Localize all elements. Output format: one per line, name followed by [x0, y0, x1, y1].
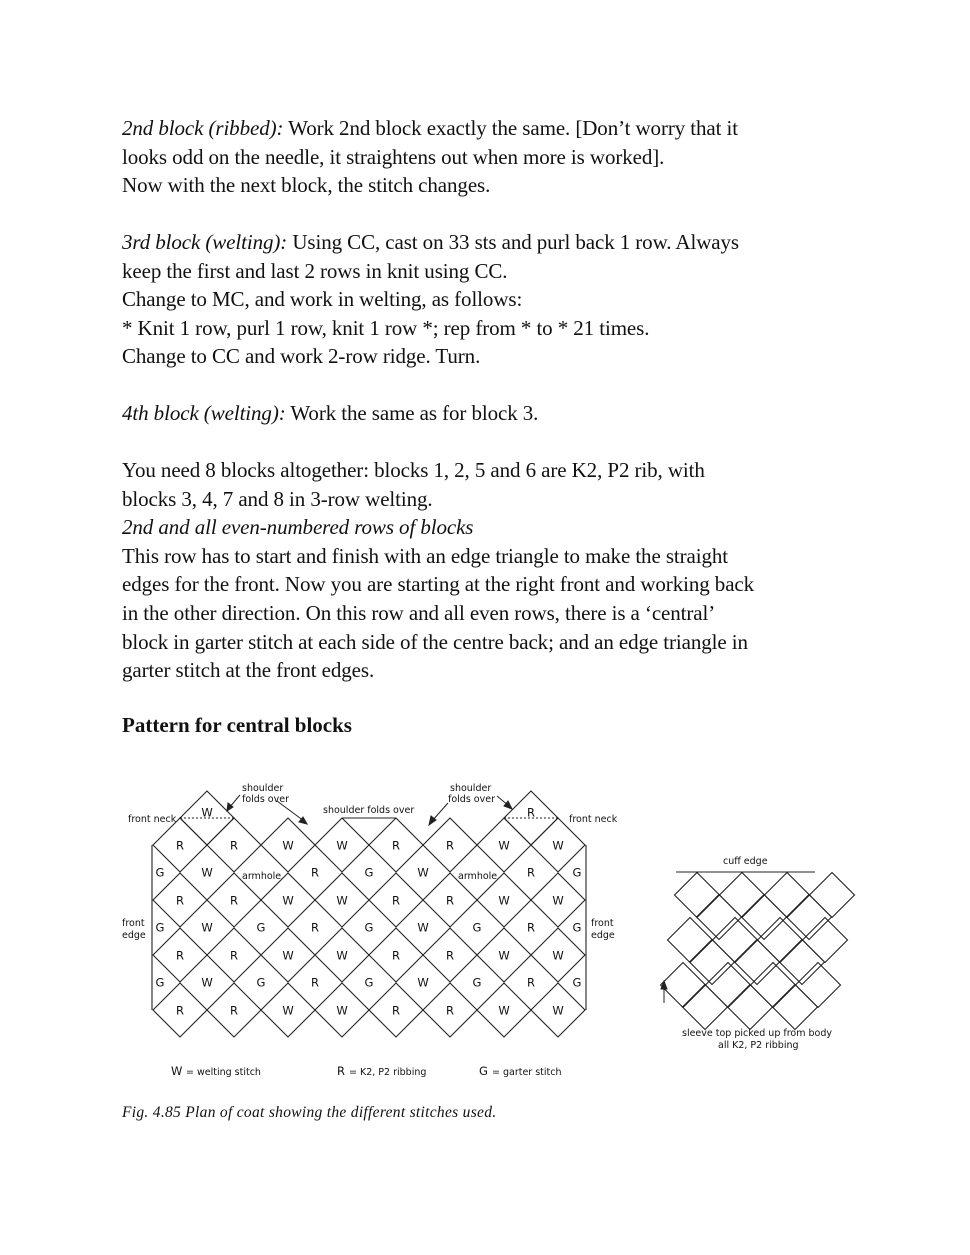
shoulder-left-label: shoulder — [242, 783, 284, 794]
text-line: blocks 3, 4, 7 and 8 in 3-row welting. — [122, 486, 433, 511]
sleeve-diagram — [661, 872, 855, 1030]
block-letter: R — [230, 893, 238, 908]
block-letter: G — [256, 920, 266, 935]
block-letter: G — [155, 975, 165, 990]
block-letter: W — [417, 865, 429, 880]
arrow-icon — [277, 801, 304, 821]
shoulder-left-label-2: folds over — [242, 794, 289, 805]
block-letter: W — [498, 838, 510, 853]
legend-key-r: R — [337, 1064, 345, 1078]
block-letter: W — [201, 975, 213, 990]
block-letter: W — [201, 920, 213, 935]
block-letter: W — [498, 948, 510, 963]
block-letter: W — [552, 948, 564, 963]
front-edge-left-label-2: edge — [122, 930, 146, 941]
block-letter: R — [392, 948, 400, 963]
front-neck-left-label: front neck — [128, 814, 177, 825]
block-letter: R — [446, 1003, 454, 1018]
block-letter: R — [176, 893, 184, 908]
block-letter: R — [230, 1003, 238, 1018]
shoulder-center-label: shoulder folds over — [323, 805, 415, 816]
block-letter: R — [527, 975, 535, 990]
sleeve-diamond — [728, 985, 773, 1030]
sleeve-top-label: sleeve top picked up from body — [682, 1028, 832, 1039]
block-letter: R — [392, 1003, 400, 1018]
cuff-edge-label: cuff edge — [723, 856, 768, 867]
block-letter: R — [230, 948, 238, 963]
block-letter: R — [527, 805, 535, 820]
block-letter: G — [572, 920, 582, 935]
text-line: This row has to start and finish with an edge triangle to make the straight — [122, 543, 729, 568]
sleeve-diamond — [765, 873, 810, 918]
block-letter: W — [282, 1003, 294, 1018]
block-letter: W — [552, 838, 564, 853]
block-letter: G — [364, 975, 374, 990]
text-line: keep the first and last 2 rows in knit using CC. — [122, 258, 508, 283]
block-letter: G — [472, 975, 482, 990]
block-letter: R — [311, 920, 319, 935]
sleeve-diamond — [675, 873, 720, 918]
block-letter: G — [572, 865, 582, 880]
block-letter: W — [282, 893, 294, 908]
text-run: Work the same as for block 3. — [285, 401, 539, 425]
block-letter: R — [446, 948, 454, 963]
block-letters — [156, 806, 582, 1018]
text-line: looks odd on the needle, it straightens out when more is worked]. — [122, 144, 665, 169]
block-letter: G — [364, 865, 374, 880]
block-letter: W — [552, 893, 564, 908]
block-letter: W — [552, 1003, 564, 1018]
front-edge-right-label-2: edge — [591, 930, 615, 941]
block-letter: R — [392, 838, 400, 853]
shoulder-right-label-2: folds over — [448, 794, 495, 805]
subheading: 2nd and all even-numbered rows of blocks — [122, 515, 474, 540]
legend-desc-r: = K2, P2 ribbing — [349, 1067, 427, 1078]
text-line: Change to CC and work 2-row ridge. Turn. — [122, 344, 481, 369]
section-heading: Pattern for central blocks — [122, 713, 352, 737]
text-line: garter stitch at the front edges. — [122, 658, 375, 683]
block-letter: R — [446, 838, 454, 853]
block-letter: R — [392, 893, 400, 908]
figure-caption: Fig. 4.85 Plan of coat showing the different stitches used. — [122, 1104, 497, 1121]
sleeve-diamond — [683, 985, 728, 1030]
block-letter: G — [472, 920, 482, 935]
block-letter: R — [527, 865, 535, 880]
block-label: 3rd block (welting): — [122, 230, 288, 254]
text-line: You need 8 blocks altogether: blocks 1, 2, 5 and 6 are K2, P2 rib, with — [122, 458, 705, 482]
block-letter: W — [498, 893, 510, 908]
armhole-left-label: armhole — [242, 871, 282, 882]
block-letter: R — [311, 975, 319, 990]
block-letter: G — [572, 975, 582, 990]
block-letter: R — [176, 1003, 184, 1018]
sleeve-diamond — [720, 873, 765, 918]
block-letter: R — [446, 893, 454, 908]
legend-key-g: G — [479, 1064, 488, 1078]
block-letter: W — [417, 920, 429, 935]
block-letter: G — [155, 920, 165, 935]
text-line: block in garter stitch at each side of the centre back; and an edge triangle in — [122, 629, 748, 654]
text-line: * Knit 1 row, purl 1 row, knit 1 row *; rep from * to * 21 times. — [122, 315, 650, 340]
block-letter: W — [201, 805, 213, 820]
block-letter: R — [230, 838, 238, 853]
block-letter: R — [311, 865, 319, 880]
block-letter: W — [282, 838, 294, 853]
block-letter: R — [176, 948, 184, 963]
sleeve-diamond — [661, 963, 706, 1008]
front-edge-left-label: front — [122, 918, 145, 929]
main-plan-labels — [122, 783, 618, 941]
legend-desc-g: = garter stitch — [492, 1067, 562, 1078]
legend-desc-w: = welting stitch — [186, 1067, 261, 1078]
block-letter: G — [256, 975, 266, 990]
block-label: 4th block (welting): — [122, 401, 286, 425]
text-run: Using CC, cast on 33 sts and purl back 1 row. Always — [287, 230, 739, 254]
front-neck-right-label: front neck — [569, 814, 618, 825]
block-letter: R — [527, 920, 535, 935]
sleeve-diamond — [810, 873, 855, 918]
text-line: Change to MC, and work in welting, as follows: — [122, 287, 523, 312]
sleeve-diamond — [668, 918, 713, 963]
block-letter: W — [498, 1003, 510, 1018]
text-line: Now with the next block, the stitch changes. — [122, 173, 491, 198]
block-letter: R — [176, 838, 184, 853]
text-line: edges for the front. Now you are starting at the right front and working back — [122, 572, 755, 597]
block-letter: W — [201, 865, 213, 880]
block-letter: W — [336, 893, 348, 908]
legend-key-w: W — [171, 1064, 183, 1078]
shoulder-right-label: shoulder — [450, 783, 492, 794]
block-letter: W — [336, 1003, 348, 1018]
block-letter: W — [336, 838, 348, 853]
block-letter: G — [364, 920, 374, 935]
legend — [171, 1064, 562, 1078]
block-letter: G — [155, 865, 165, 880]
sleeve-diamond — [773, 985, 818, 1030]
block-label: 2nd block (ribbed): — [122, 116, 284, 140]
ribbing-label: all K2, P2 ribbing — [718, 1040, 799, 1051]
front-edge-right-label: front — [591, 918, 614, 929]
armhole-right-label: armhole — [458, 871, 498, 882]
text-line: in the other direction. On this row and all even rows, there is a ‘central’ — [122, 600, 716, 625]
main-plan-diagram — [152, 791, 586, 1037]
block-letter: W — [417, 975, 429, 990]
block-letter: W — [282, 948, 294, 963]
text-run: Work 2nd block exactly the same. [Don’t worry that it — [283, 116, 739, 140]
block-letter: W — [336, 948, 348, 963]
